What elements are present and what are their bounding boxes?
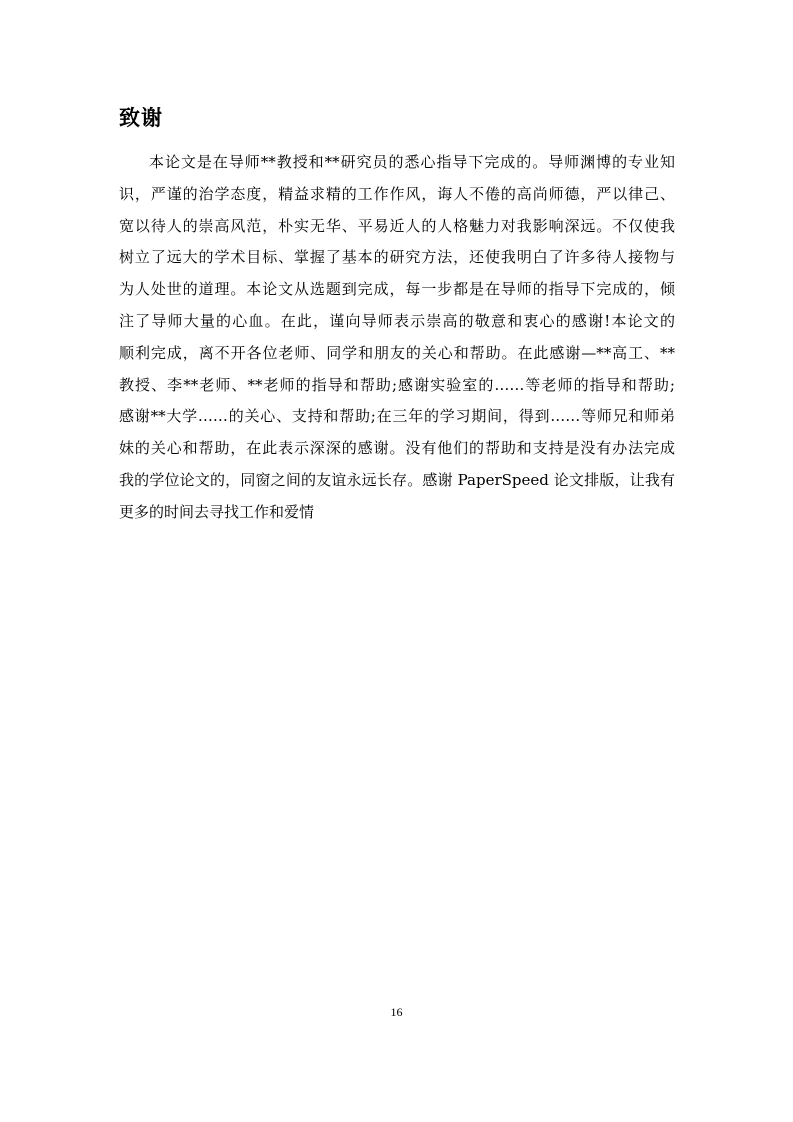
paragraph-line: 为人处世的道理。本论文从选题到完成，每一步都是在导师的指导下完成的，倾 — [119, 280, 675, 299]
acknowledgement-heading: 致谢 — [119, 106, 163, 130]
paragraph-line: 本论文是在导师**教授和**研究员的悉心指导下完成的。导师渊博的专业知 — [149, 153, 675, 171]
paragraph-line: 顺利完成，离不开各位老师、同学和朋友的关心和帮助。在此感谢—**高工、** — [119, 343, 675, 362]
paragraph-line: 更多的时间去寻找工作和爱情 — [119, 502, 315, 521]
page-number: 16 — [390, 1005, 403, 1019]
paragraph-line: 宽以待人的崇高风范，朴实无华、平易近人的人格魅力对我影响深远。不仅使我 — [119, 216, 675, 235]
paragraph-line: 我的学位论文的，同窗之间的友谊永远长存。感谢 PaperSpeed 论文排版，让我有 — [119, 470, 675, 489]
acknowledgement-paragraph — [119, 147, 675, 529]
paragraph-line: 注了导师大量的心血。在此，谨向导师表示崇高的敬意和衷心的感谢!本论文的 — [119, 311, 675, 330]
paragraph-line: 树立了远大的学术目标、掌握了基本的研究方法，还使我明白了许多待人接物与 — [119, 248, 675, 267]
paragraph-line: 妹的关心和帮助，在此表示深深的感谢。没有他们的帮助和支持是没有办法完成 — [119, 439, 675, 458]
paragraph-line: 感谢**大学……的关心、支持和帮助;在三年的学习期间，得到……等师兄和师弟 — [119, 407, 675, 426]
paragraph-line: 识，严谨的治学态度，精益求精的工作作风，诲人不倦的高尚师德，严以律己、 — [119, 184, 675, 203]
paragraph-line: 教授、李**老师、**老师的指导和帮助;感谢实验室的……等老师的指导和帮助; — [119, 375, 675, 394]
